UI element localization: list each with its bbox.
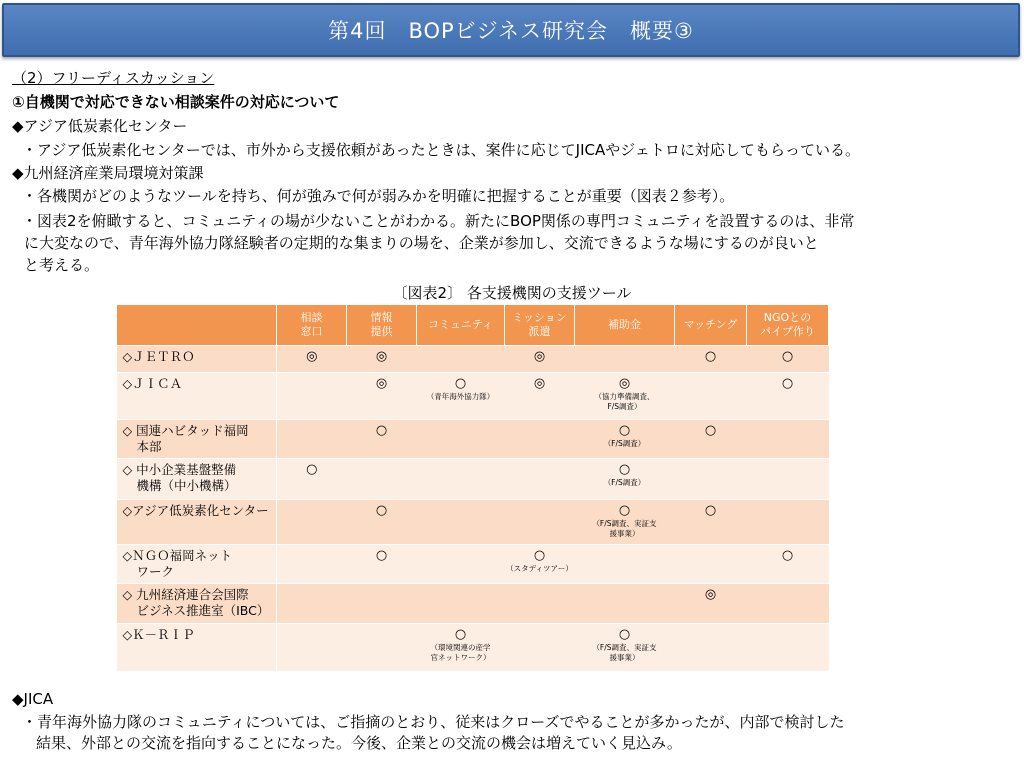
table-caption: 〔図表2〕 各支援機関の支援ツール [392, 284, 632, 302]
circle-mark: ○ [781, 349, 794, 364]
support-cell [675, 459, 747, 500]
support-cell [347, 545, 417, 584]
circle-mark: ○ [375, 423, 388, 438]
support-cell [505, 500, 575, 545]
circle-mark: ○ [618, 462, 631, 477]
organization-name: ◇ 国連ハビタッド福岡 [122, 423, 249, 438]
table-row [117, 500, 829, 545]
cell-note: （協力準備調査、 [594, 392, 655, 401]
organization-name-cell [117, 373, 277, 420]
paragraph-line: と考える。 [24, 256, 100, 274]
support-cell [505, 584, 575, 624]
support-cell [347, 346, 417, 373]
organization-name-cell [117, 346, 277, 373]
organization-name-cont: ワーク [136, 564, 175, 579]
circle-mark: ○ [704, 503, 717, 518]
cell-note: （青年海外協力隊） [426, 392, 495, 401]
support-cell [347, 373, 417, 420]
header-label-line: NGOとの [763, 311, 812, 324]
support-cell [277, 373, 347, 420]
header-label-line: マッチング [683, 318, 738, 331]
column-header [675, 305, 747, 346]
bottom-text-line2: 結果、外部との交流を指向することになった。今後、企業との交流の機会は増えていく見込み。 [36, 734, 682, 752]
header-label-line: パイプ作り [760, 325, 815, 338]
table-header-row [117, 305, 829, 346]
circle-mark: ○ [618, 627, 631, 642]
double-circle-mark: ◎ [375, 349, 388, 364]
support-cell [675, 500, 747, 545]
support-cell [675, 373, 747, 420]
section-heading: （2）フリーディスカッション [12, 69, 215, 87]
column-header [277, 305, 347, 346]
header-label-line: 窓口 [300, 325, 323, 338]
support-cell [747, 420, 829, 459]
bullet-heading-kyushu-bureau: ◆九州経済産業局環境対策課 [12, 164, 204, 182]
header-label-line: 相談 [300, 311, 323, 324]
organization-name: ◇ＮＧＯ福岡ネット [122, 548, 233, 563]
support-cell [747, 584, 829, 624]
support-cell [675, 420, 747, 459]
table-row [117, 346, 829, 373]
support-cell [347, 420, 417, 459]
table-body [117, 346, 829, 672]
support-cell [277, 584, 347, 624]
support-cell [675, 624, 747, 672]
cell-note: 援事業） [609, 529, 640, 538]
organization-name-cont: 本部 [136, 439, 162, 454]
header-corner-cell [117, 305, 277, 346]
support-cell [675, 346, 747, 373]
table-row [117, 420, 829, 459]
double-circle-mark: ◎ [704, 587, 717, 602]
double-circle-mark: ◎ [618, 376, 631, 391]
double-circle-mark: ◎ [375, 376, 388, 391]
organization-name-cell [117, 545, 277, 584]
double-circle-mark: ◎ [533, 376, 546, 391]
support-cell [347, 459, 417, 500]
slide-title: 第4回 BOPビジネス研究会 概要③ [328, 19, 694, 43]
organization-name: ◇ＪＥＴＲＯ [122, 349, 195, 364]
cell-note: （環境関連の産学 [430, 643, 491, 652]
column-header [417, 305, 505, 346]
support-cell [277, 346, 347, 373]
bottom-heading-jica: ◆JICA [12, 690, 54, 708]
support-cell [347, 624, 417, 672]
support-cell [575, 500, 675, 545]
cell-note: F/S調査） [607, 402, 642, 411]
circle-mark: ○ [618, 423, 631, 438]
circle-mark: ○ [306, 462, 318, 477]
column-header [347, 305, 417, 346]
support-tools-table [116, 304, 829, 672]
support-cell [575, 545, 675, 584]
support-cell [417, 500, 505, 545]
organization-name-cell [117, 420, 277, 459]
cell-note: （F/S調査） [603, 478, 646, 487]
support-cell [505, 373, 575, 420]
support-cell [277, 624, 347, 672]
double-circle-mark: ◎ [306, 349, 318, 364]
organization-name-cell [117, 584, 277, 624]
organization-name-cell [117, 500, 277, 545]
support-cell [675, 545, 747, 584]
circle-mark: ○ [454, 627, 467, 642]
organization-name-cont: ビジネス推進室（IBC） [136, 603, 270, 618]
header-label-line: 提供 [370, 325, 393, 338]
support-cell [347, 500, 417, 545]
support-cell [747, 346, 829, 373]
circle-mark: ○ [781, 376, 794, 391]
bullet-text-kyushu-1: ・各機関がどのようなツールを持ち、何が強みで何が弱みかを明確に把握することが重要（図表２参考）。 [22, 187, 735, 205]
bullet-text-asia-center: ・アジア低炭素化センターでは、市外から支援依頼があったときは、案件に応じてJICAやジェトロに対応してもらっている。 [22, 141, 860, 159]
column-header [747, 305, 829, 346]
organization-name-cont: 機構（中小機構） [136, 478, 237, 493]
header-label-line: ミッション [512, 311, 567, 324]
support-cell [575, 459, 675, 500]
bullet-heading-asia-center: ◆アジア低炭素化センター [12, 117, 188, 135]
circle-mark: ○ [704, 423, 717, 438]
support-cell [417, 373, 505, 420]
organization-name: ◇ＪＩＣＡ [122, 376, 183, 391]
bullet-paragraph-kyushu-2 [12, 210, 1016, 276]
header-label-line: 派遣 [528, 325, 551, 338]
support-cell [277, 459, 347, 500]
cell-note: 官ネットワーク） [430, 653, 491, 662]
support-cell [417, 584, 505, 624]
support-cell [747, 459, 829, 500]
cell-note: 援事業） [609, 653, 640, 662]
support-cell [417, 420, 505, 459]
support-cell [505, 420, 575, 459]
circle-mark: ○ [704, 349, 717, 364]
slide-title-bar [2, 3, 1020, 57]
support-cell [277, 500, 347, 545]
support-cell [347, 584, 417, 624]
support-cell [575, 346, 675, 373]
cell-note: （F/S調査、実証支 [592, 519, 657, 528]
support-cell [277, 545, 347, 584]
support-cell [575, 420, 675, 459]
support-cell [505, 459, 575, 500]
circle-mark: ○ [375, 548, 388, 563]
organization-name: ◇Ｋ－ＲＩＰ [122, 627, 195, 642]
bottom-text-line1: ・青年海外協力隊のコミュニティについては、ご指摘のとおり、従来はクローズでやることが多かったが、内部で検討した [22, 713, 845, 731]
organization-name: ◇アジア低炭素化センター [122, 503, 269, 518]
support-cell [747, 500, 829, 545]
organization-name-cell [117, 624, 277, 672]
circle-mark: ○ [375, 503, 388, 518]
support-cell [417, 346, 505, 373]
support-cell [277, 420, 347, 459]
circle-mark: ○ [533, 548, 546, 563]
support-cell [675, 584, 747, 624]
table-row [117, 373, 829, 420]
support-cell [747, 545, 829, 584]
table-row [117, 459, 829, 500]
organization-name: ◇ 九州経済連合会国際 [122, 587, 249, 602]
organization-name: ◇ 中小企業基盤整備 [122, 462, 237, 477]
cell-note: （F/S調査） [603, 439, 646, 448]
circle-mark: ○ [781, 548, 794, 563]
double-circle-mark: ◎ [533, 349, 546, 364]
circle-mark: ○ [618, 503, 631, 518]
support-cell [575, 624, 675, 672]
column-header [575, 305, 675, 346]
support-cell [417, 624, 505, 672]
paragraph-line: に大変なので、青年海外協力隊経験者の定期的な集まりの場を、企業が参加し、交流できるような場にするのが良いと [24, 234, 819, 252]
header-label-line: 補助金 [608, 318, 641, 331]
table-row [117, 624, 829, 672]
support-cell [747, 373, 829, 420]
support-cell [575, 373, 675, 420]
paragraph-line: ・図表2を俯瞰すると、コミュニティの場が少ないことがわかる。新たにBOP関係の専門コミュニティを設置するのは、非常 [22, 212, 855, 230]
cell-note: （スタディツアー） [506, 564, 573, 573]
support-cell [505, 624, 575, 672]
support-cell [575, 584, 675, 624]
cell-note: （F/S調査、実証支 [592, 643, 657, 652]
support-cell [747, 624, 829, 672]
header-label-line: 情報 [370, 311, 393, 324]
table-row [117, 545, 829, 584]
header-label-line: コミュニティ [428, 318, 493, 331]
topic-heading: ①自機関で対応できない相談案件の対応について [12, 93, 340, 111]
support-cell [417, 459, 505, 500]
table-row [117, 584, 829, 624]
support-cell [417, 545, 505, 584]
column-header [505, 305, 575, 346]
organization-name-cell [117, 459, 277, 500]
circle-mark: ○ [454, 376, 467, 391]
support-cell [505, 545, 575, 584]
support-cell [505, 346, 575, 373]
